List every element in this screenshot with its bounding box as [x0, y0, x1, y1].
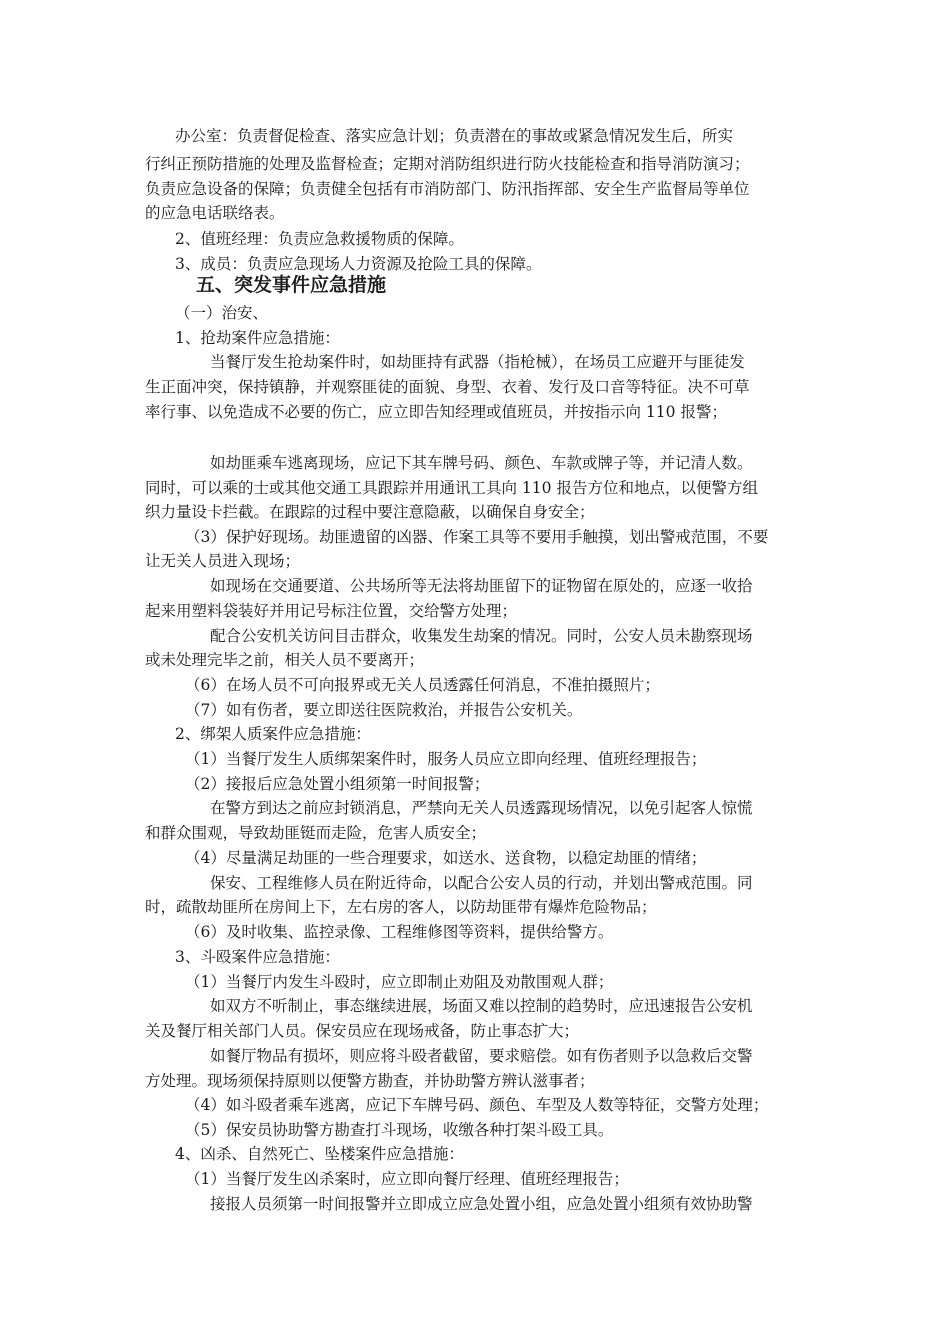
text-line: 起来用塑料袋装好并用记号标注位置，交给警方处理； [145, 602, 518, 620]
section-heading: 五、突发事件应急措施 [196, 274, 387, 296]
text-line: 或未处理完毕之前，相关人员不要离开； [145, 651, 425, 669]
text-line: 负责应急设备的保障；负责健全包括有市消防部门、防汛指挥部、安全生产监督局等单位 [145, 180, 750, 198]
text-line: 如劫匪乘车逃离现场，应记下其车牌号码、颜色、车款或牌子等，并记清人数。 [210, 454, 753, 472]
text-line: 办公室：负责督促检查、落实应急计划；负责潜在的事故或紧急情况发生后，所实 [175, 127, 734, 145]
text-line: （4）尽量满足劫匪的一些合理要求，如送水、送食物，以稳定劫匪的情绪； [185, 849, 707, 867]
item-title: 1、抢劫案件应急措施： [175, 329, 340, 347]
text-line: 3、成员：负责应急现场人力资源及抢险工具的保障。 [175, 255, 542, 273]
item-title: 3、斗殴案件应急措施： [175, 948, 340, 966]
text-line: 如现场在交通要道、公共场所等无法将劫匪留下的证物留在原处的，应逐一收拾 [210, 577, 753, 595]
text-line: （7）如有伤者，要立即送往医院救治，并报告公安机关。 [185, 701, 583, 719]
text-line: （6）在场人员不可向报界或无关人员透露任何消息，不准拍摄照片； [185, 676, 660, 694]
text-line: 如双方不听制止，事态继续进展，场面又难以控制的趋势时，应迅速报告公安机 [210, 997, 753, 1015]
text-line: 率行事、以免造成不必要的伤亡，应立即告知经理或值班员，并按指示向 110 报警； [145, 403, 727, 421]
text-line: （4）如斗殴者乘车逃离，应记下车牌号码、颜色、车型及人数等特征，交警方处理； [185, 1096, 769, 1114]
text-line: 配合公安机关访问目击群众，收集发生劫案的情况。同时，公安人员未勘察现场 [210, 627, 753, 645]
text-line: 如餐厅物品有损坏，则应将斗殴者截留，要求赔偿。如有伤者则予以急救后交警 [210, 1047, 753, 1065]
text-line: （2）接报后应急处置小组须第一时间报警； [185, 775, 490, 793]
text-line: （1）当餐厅发生凶杀案时，应立即向餐厅经理、值班经理报告； [185, 1170, 629, 1188]
text-line: （6）及时收集、监控录像、工程维修图等资料，提供给警方。 [185, 923, 614, 941]
text-line: 织力量设卡拦截。在跟踪的过程中要注意隐蔽，以确保自身安全； [145, 503, 595, 521]
text-line: 当餐厅发生抢劫案件时，如劫匪持有武器（指枪械），在场员工应避开与匪徒发 [210, 353, 745, 371]
text-line: 生正面冲突，保持镇静，并观察匪徒的面貌、身型、衣着、发行及口音等特征。决不可草 [145, 378, 750, 396]
text-line: 行纠正预防措施的处理及监督检查；定期对消防组织进行防火技能检查和指导消防演习； [145, 155, 750, 173]
text-line: 的应急电话联络表。 [145, 204, 285, 222]
text-line: （1）当餐厅内发生斗殴时，应立即制止劝阻及劝散围观人群； [185, 973, 614, 991]
item-title: 4、凶杀、自然死亡、坠楼案件应急措施： [175, 1145, 464, 1163]
subsection-title: （一）治安、 [175, 304, 269, 322]
text-line: 接报人员须第一时间报警并立即成立应急处置小组，应急处置小组须有效协助警 [210, 1195, 753, 1213]
text-line: 关及餐厅相关部门人员。保安员应在现场戒备，防止事态扩大； [145, 1022, 580, 1040]
text-line: 和群众围观，导致劫匪铤而走险，危害人质安全； [145, 824, 487, 842]
text-line: 同时，可以乘的士或其他交通工具跟踪并用通讯工具向 110 报告方位和地点，以便警方组 [145, 479, 758, 497]
text-line: 让无关人员进入现场； [145, 552, 301, 570]
text-line: 在警方到达之前应封锁消息，严禁向无关人员透露现场情况，以免引起客人惊慌 [210, 799, 753, 817]
text-line: （3）保护好现场。劫匪遗留的凶器、作案工具等不要用手触摸，划出警戒范围，不要 [185, 528, 769, 546]
text-line: 方处理。现场须保持原则以便警方勘查，并协助警方辨认滋事者； [145, 1072, 595, 1090]
text-line: 保安、工程维修人员在附近待命，以配合公安人员的行动，并划出警戒范围。同 [210, 874, 753, 892]
text-line: （5）保安员协助警方勘查打斗现场，收缴各种打架斗殴工具。 [185, 1121, 614, 1139]
text-line: 2、值班经理：负责应急救援物质的保障。 [175, 230, 464, 248]
item-title: 2、绑架人质案件应急措施： [175, 725, 371, 743]
text-line: 时，疏散劫匪所在房间上下，左右房的客人，以防劫匪带有爆炸危险物品； [145, 898, 657, 916]
text-line: （1）当餐厅发生人质绑架案件时，服务人员应立即向经理、值班经理报告； [185, 750, 707, 768]
